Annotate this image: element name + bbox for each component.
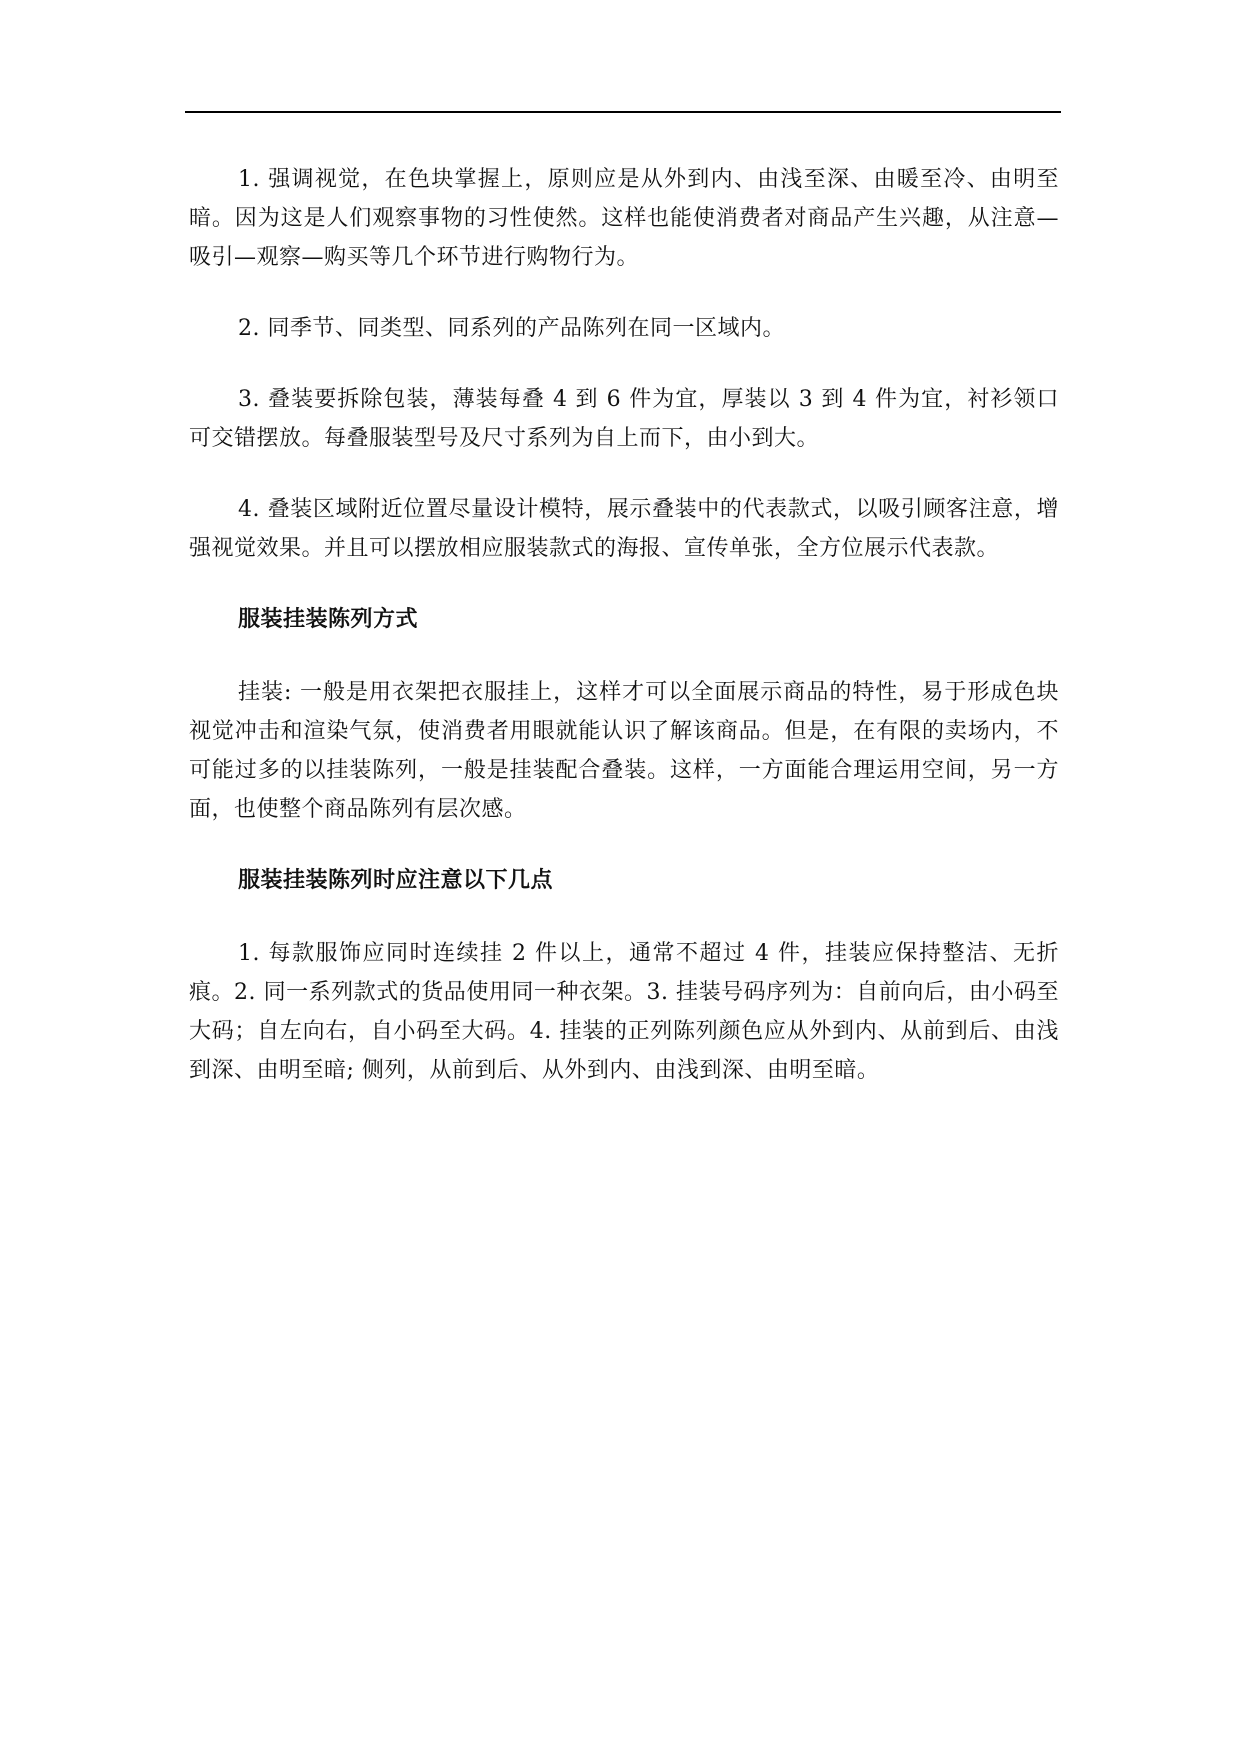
header-rule — [185, 111, 1061, 113]
document-body — [189, 160, 1059, 1122]
paragraph-2: 2. 同季节、同类型、同系列的产品陈列在同一区域内。 — [238, 316, 785, 341]
paragraph-4: 4. 叠装区域附近位置尽量设计模特，展示叠装中的代表款式，以吸引顾客注意，增强视觉效果。并且可以摆放相应服装款式的海报、宣传单张，全方位展示代表款。 — [189, 497, 1059, 561]
section-heading-hanging-display: 服装挂装陈列方式 — [238, 606, 419, 632]
paragraph-hanging-notes: 1. 每款服饰应同时连续挂 2 件以上，通常不超过 4 件，挂装应保持整洁、无折痕。2. 同一系列款式的货品使用同一种衣架。3. 挂装号码序列为：自前向后，由小码至大码；自左向右，自小码至大码。4. 挂装的正列陈列颜色应从外到内、从前到后、由浅到深、由明至暗; 侧列，从前到后、从外到内、由浅到深、由明至暗。 — [189, 941, 1059, 1083]
paragraph-3: 3. 叠装要拆除包装，薄装每叠 4 到 6 件为宜，厚装以 3 到 4 件为宜，衬衫领口可交错摆放。每叠服装型号及尺寸系列为自上而下，由小到大。 — [189, 387, 1059, 451]
paragraph-hanging-display: 挂装: 一般是用衣架把衣服挂上，这样才可以全面展示商品的特性，易于形成色块视觉冲击和渲染气氛，使消费者用眼就能认识了解该商品。但是，在有限的卖场内，不可能过多的以挂装陈列，一般是挂装配合叠装。这样，一方面能合理运用空间，另一方面，也使整个商品陈列有层次感。 — [189, 680, 1059, 822]
section-heading-hanging-notes: 服装挂装陈列时应注意以下几点 — [238, 867, 554, 893]
paragraph-1: 1. 强调视觉，在色块掌握上，原则应是从外到内、由浅至深、由暖至冷、由明至暗。因为这是人们观察事物的习性使然。这样也能使消费者对商品产生兴趣，从注意—吸引—观察—购买等几个环节进行购物行为。 — [189, 167, 1059, 270]
